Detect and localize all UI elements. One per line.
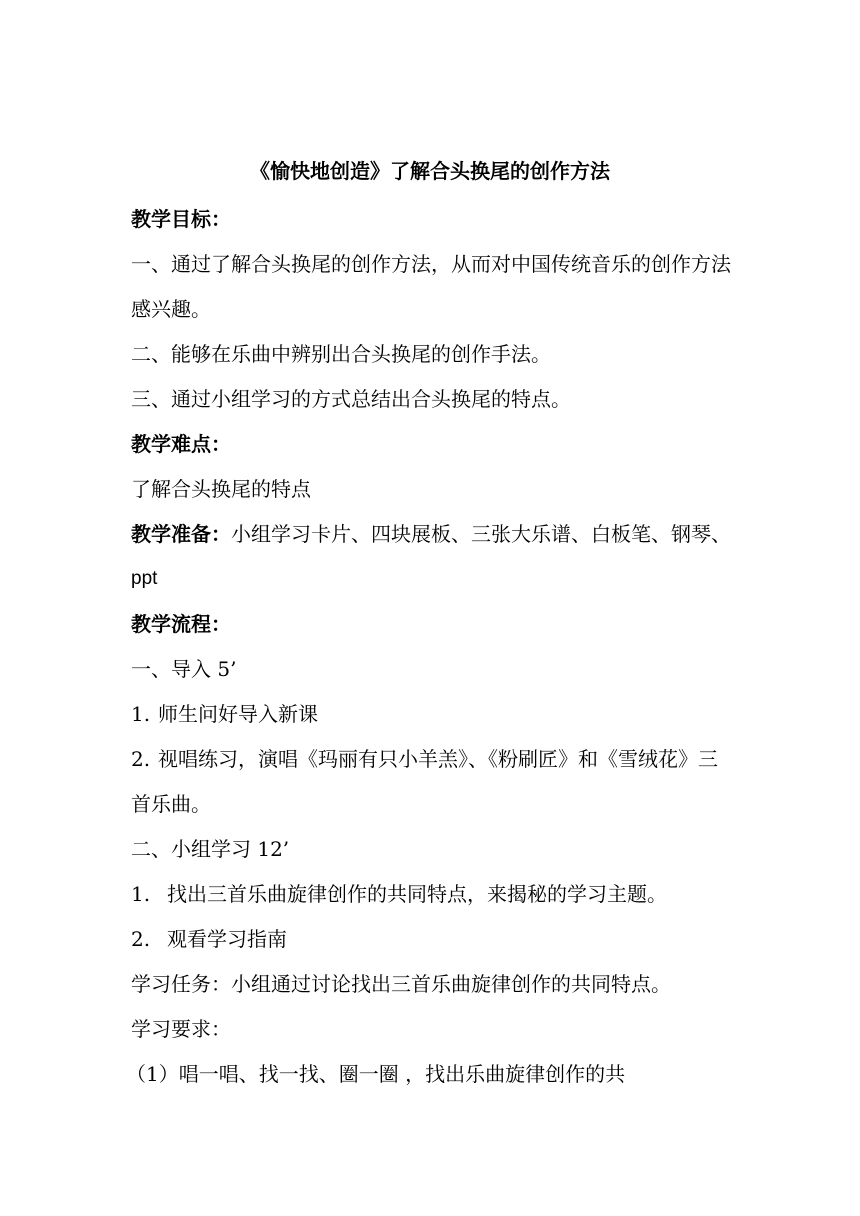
prep-line xyxy=(131,520,741,548)
task-line: 学习任务：小组通过讨论找出三首乐曲旋律创作的共同特点。 xyxy=(131,972,671,996)
step2-item2 xyxy=(131,925,741,953)
step1-item1-number: 1. xyxy=(131,702,151,726)
requirement-1: （1）唱一唱、找一找、圈一圈 ，找出乐曲旋律创作的共 xyxy=(126,1062,626,1086)
step1-item2-text: 视唱练习，演唱《玛丽有只小羊羔》、《粉刷匠》和《雪绒花》三 xyxy=(158,747,718,771)
step2-item2-text: 观看学习指南 xyxy=(167,927,287,951)
step2-item1-number: 1. xyxy=(131,882,151,906)
step1-item2-line1 xyxy=(131,745,741,773)
difficulty-heading: 教学难点： xyxy=(131,432,231,456)
goals-heading: 教学目标： xyxy=(131,207,231,231)
step2-item1 xyxy=(131,880,741,908)
step1-heading: 一、导入 5’ xyxy=(131,657,237,681)
document-title: 《愉快地创造》了解合头换尾的创作方法 xyxy=(250,159,610,183)
step1-item2-number: 2. xyxy=(131,747,151,771)
step1-item1 xyxy=(131,700,741,728)
difficulty-text: 了解合头换尾的特点 xyxy=(131,477,311,501)
step2-item2-number: 2. xyxy=(131,927,151,951)
prep-text: 小组学习卡片、四块展板、三张大乐谱、白板笔、钢琴、 xyxy=(231,522,731,546)
step1-item1-text: 师生问好导入新课 xyxy=(158,702,318,726)
step2-item1-text: 找出三首乐曲旋律创作的共同特点，来揭秘的学习主题。 xyxy=(167,882,667,906)
step2-heading: 二、小组学习 12’ xyxy=(131,837,290,861)
goal-1-line2: 感兴趣。 xyxy=(131,297,211,321)
goal-1-line1: 一、通过了解合头换尾的创作方法，从而对中国传统音乐的创作方法 xyxy=(131,252,731,276)
prep-text-line2: ppt xyxy=(131,568,158,589)
step1-item2-line2: 首乐曲。 xyxy=(131,792,211,816)
goal-2: 二、能够在乐曲中辨别出合头换尾的创作手法。 xyxy=(131,342,551,366)
requirements-heading: 学习要求： xyxy=(131,1017,231,1041)
process-heading: 教学流程： xyxy=(131,612,231,636)
prep-heading: 教学准备： xyxy=(131,522,231,546)
goal-3: 三、通过小组学习的方式总结出合头换尾的特点。 xyxy=(131,387,571,411)
